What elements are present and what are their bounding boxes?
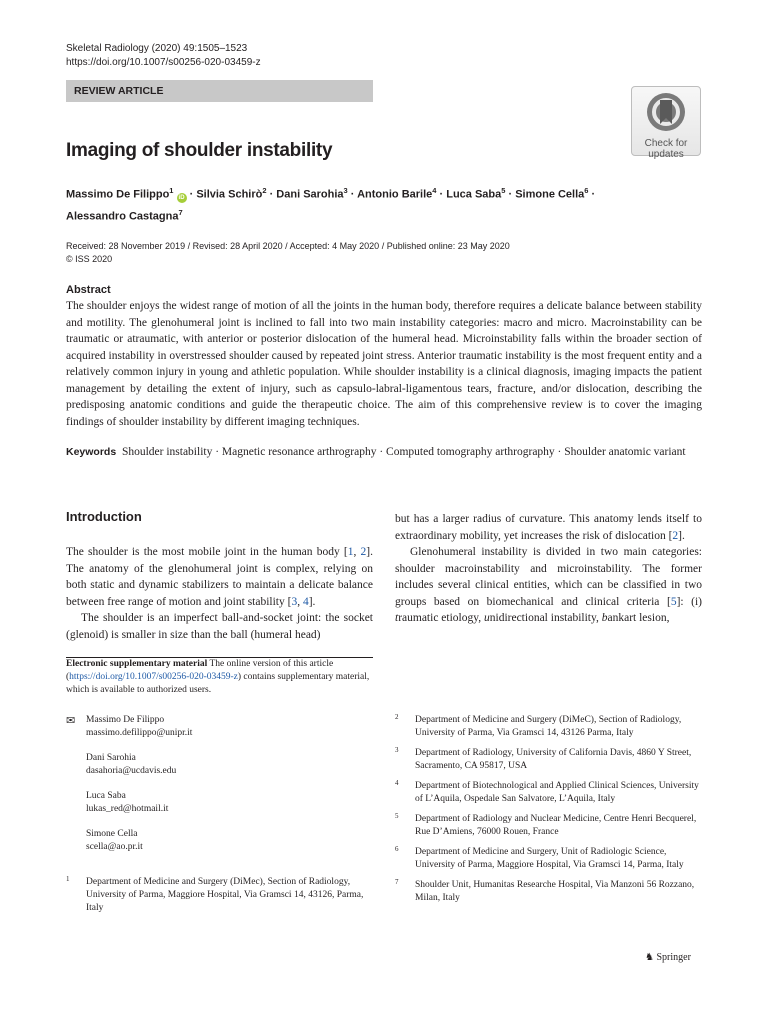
author-affiliation-number: 6 [584,186,589,195]
intro-paragraph-3: but has a larger radius of curvature. This anatomy lends itself to extraordinary mobility, yet increases the risk of dislocation [2]. [395,513,702,542]
author-affiliation-number: 7 [178,207,183,217]
affiliation-text: Shoulder Unit, Humanitas Researche Hospital, Via Manzoni 56 Rozzano, Milan, Italy [415,880,695,903]
author[interactable]: Simone Cella [515,188,585,201]
affiliation-number: 4 [395,779,399,787]
supplementary-label: Electronic supplementary material [66,659,208,669]
affiliation [395,846,702,872]
correspondent-email[interactable]: massimo.defilippo@unipr.it [86,728,193,738]
affiliation-number: 1 [66,875,70,883]
correspondent [86,790,376,816]
affiliations-right [395,714,702,912]
citation-link[interactable]: 5 [670,595,677,608]
supplementary-link[interactable]: https://doi.org/10.1007/s00256-020-03459-z [69,672,238,682]
affiliation-number: 7 [395,878,399,886]
affiliation-text: Department of Medicine and Surgery, Unit of Radiologic Science, University of Parma, Maggiore Hospital, Via Gramsci 14, Parma, Italy [415,847,684,870]
publication-dates [66,240,510,266]
abstract-heading: Abstract [66,284,111,296]
dates-line: Received: 28 November 2019 / Revised: 28 April 2020 / Accepted: 4 May 2020 / Published online: 23 May 2020 [66,241,510,251]
author[interactable]: Massimo De Filippo [66,188,170,201]
author[interactable]: Alessandro Castagna [66,210,179,223]
check-updates-line2: updates [648,149,684,160]
intro-paragraph-4: Glenohumeral instability is divided in two main categories: shoulder macroinstability and microinstability. The former includes several clinical entities, which can be classified in two groups based on biomechanical and clinical criteria [5]: (i) traumatic etiology, unidirectional instability, bankart lesion, [395,546,703,624]
envelope-icon: ✉ [66,715,76,727]
intro-paragraph-1: The shoulder is the most mobile joint in the human body [1, 2]. The anatomy of the glenohumeral joint is complex, relying on both static and dynamic stabilizers to maintain a delicate balance between free range of motion and joint stability [3, 4]. [66,546,374,608]
author-list [66,182,686,225]
author-separator: · [505,188,516,201]
author-separator: · [436,188,447,201]
correspondent [86,752,376,778]
affiliation-number: 2 [395,713,399,721]
correspondent-name: Massimo De Filippo [86,715,165,725]
publisher-name: Springer [656,952,691,963]
copyright-line: © ISS 2020 [66,254,113,264]
orcid-icon[interactable]: iD [178,194,185,201]
author-affiliation-number: 5 [501,186,506,195]
correspondent-name: Luca Saba [86,791,126,801]
affiliation [395,879,702,905]
keywords [66,444,702,461]
affiliation-number: 5 [395,812,399,820]
affiliation [395,747,702,773]
affiliation [395,714,702,740]
springer-knight-icon: ♞ [645,952,654,963]
doi-link[interactable]: https://doi.org/10.1007/s00256-020-03459-z [66,57,261,68]
citation-link[interactable]: 4 [302,595,309,608]
citation-link[interactable]: 2 [360,546,367,558]
author-separator: · [186,188,197,201]
author[interactable]: Silvia Schirò [196,188,263,201]
crossmark-icon [645,91,687,133]
journal-header [66,42,261,70]
author-affiliation-number: 2 [262,186,267,195]
affiliation-text: Department of Medicine and Surgery (DiMec), Section of Radiology, University of Parma, Maggiore Hospital, Via Gramsci 14, 43126, Parma, Italy [86,877,364,913]
affiliation [66,876,366,915]
keywords-label: Keywords [66,446,117,458]
affiliation-text: Department of Biotechnological and Applied Clinical Sciences, University of L’Aquila, Ospedale San Salvatore, L’Aquila, Italy [415,781,699,804]
correspondent [86,828,376,854]
citation-link[interactable]: 2 [672,529,679,542]
author-affiliation-number: 4 [432,186,437,195]
author-separator: · [347,188,358,201]
affiliation-text: Department of Medicine and Surgery (DiMeC), Section of Radiology, University of Parma, Via Gramsci 14, 43126 Parma, Italy [415,715,682,738]
left-column [66,544,373,643]
publisher-logo [645,952,691,963]
author[interactable]: Antonio Barile [357,188,433,201]
right-column [395,511,702,627]
journal-citation: Skeletal Radiology (2020) 49:1505–1523 [66,43,248,54]
check-for-updates-button[interactable] [631,86,701,160]
introduction-heading: Introduction [66,509,142,524]
abstract-text: The shoulder enjoys the widest range of motion of all the joints in the human body, therefore requires a delicate balance between stability and motility. The glenohumeral joint is inclined to fall into two main instability categories: macro and micro. Macroinstability can be traumatic or atraumatic, with anterior or posterior dislocation of the humeral head. Microinstability falls within the broader section of acquired instability in overstressed shoulder caused by repeated joint stress. Anterior traumatic instability is the most frequent entity and a relatively common injury in young and athletic population. While shoulder instability is a clinical diagnosis, imaging impacts the patient management by detailing the extent of injury, such as capsulo-labral-ligamentous tears, fracture, and/or dislocation, describing the predisposing anatomic conditions and guide the therapeutic choice. The aim of this comprehensive review is to cover the imaging findings of shoulder instability by different imaging techniques. [66,300,702,428]
affiliation [395,780,702,806]
author-affiliation-number: 1 [169,186,174,195]
check-updates-line1: Check for [644,138,688,149]
author-separator: · [588,188,596,201]
article-type-banner: REVIEW ARTICLE [66,80,373,102]
correspondent-email[interactable]: dasahoria@ucdavis.edu [86,766,177,776]
author[interactable]: Dani Sarohia [276,188,344,201]
affiliation-text: Department of Radiology, University of California Davis, 4860 Y Street, Sacramento, CA 95817, USA [415,748,692,771]
affiliation-number: 6 [395,845,399,853]
correspondent-email[interactable]: scella@ao.pr.it [86,842,143,852]
affiliation-text: Department of Radiology and Nuclear Medicine, Centre Henri Becquerel, Rue D’Amiens, 76000 Rouen, France [415,814,697,837]
author-separator: · [266,188,277,201]
correspondence-block [66,714,376,866]
keywords-text: Shoulder instability · Magnetic resonance arthrography · Computed tomography arthrography · Shoulder anatomic variant [121,446,686,458]
citation-link[interactable]: 3 [291,595,298,608]
correspondent-name: Simone Cella [86,829,138,839]
author-affiliation-number: 3 [343,186,348,195]
correspondent-email[interactable]: lukas_red@hotmail.it [86,804,169,814]
author[interactable]: Luca Saba [446,188,502,201]
correspondent-name: Dani Sarohia [86,753,136,763]
intro-paragraph-2: The shoulder is an imperfect ball-and-socket joint: the socket (glenoid) is smaller in size than the ball (humeral head) [66,612,373,641]
citation-link[interactable]: 1 [347,546,354,558]
affiliation-number: 3 [395,746,399,754]
article-title: Imaging of shoulder instability [66,140,333,161]
correspondent [86,714,376,740]
affiliation [395,813,702,839]
affiliations-left [66,876,366,922]
supplementary-note: Electronic supplementary material The online version of this article (https://doi.org/10.1007/s00256-020-03459-z) contains supplementary material, which is available to authorized users. [66,659,370,695]
